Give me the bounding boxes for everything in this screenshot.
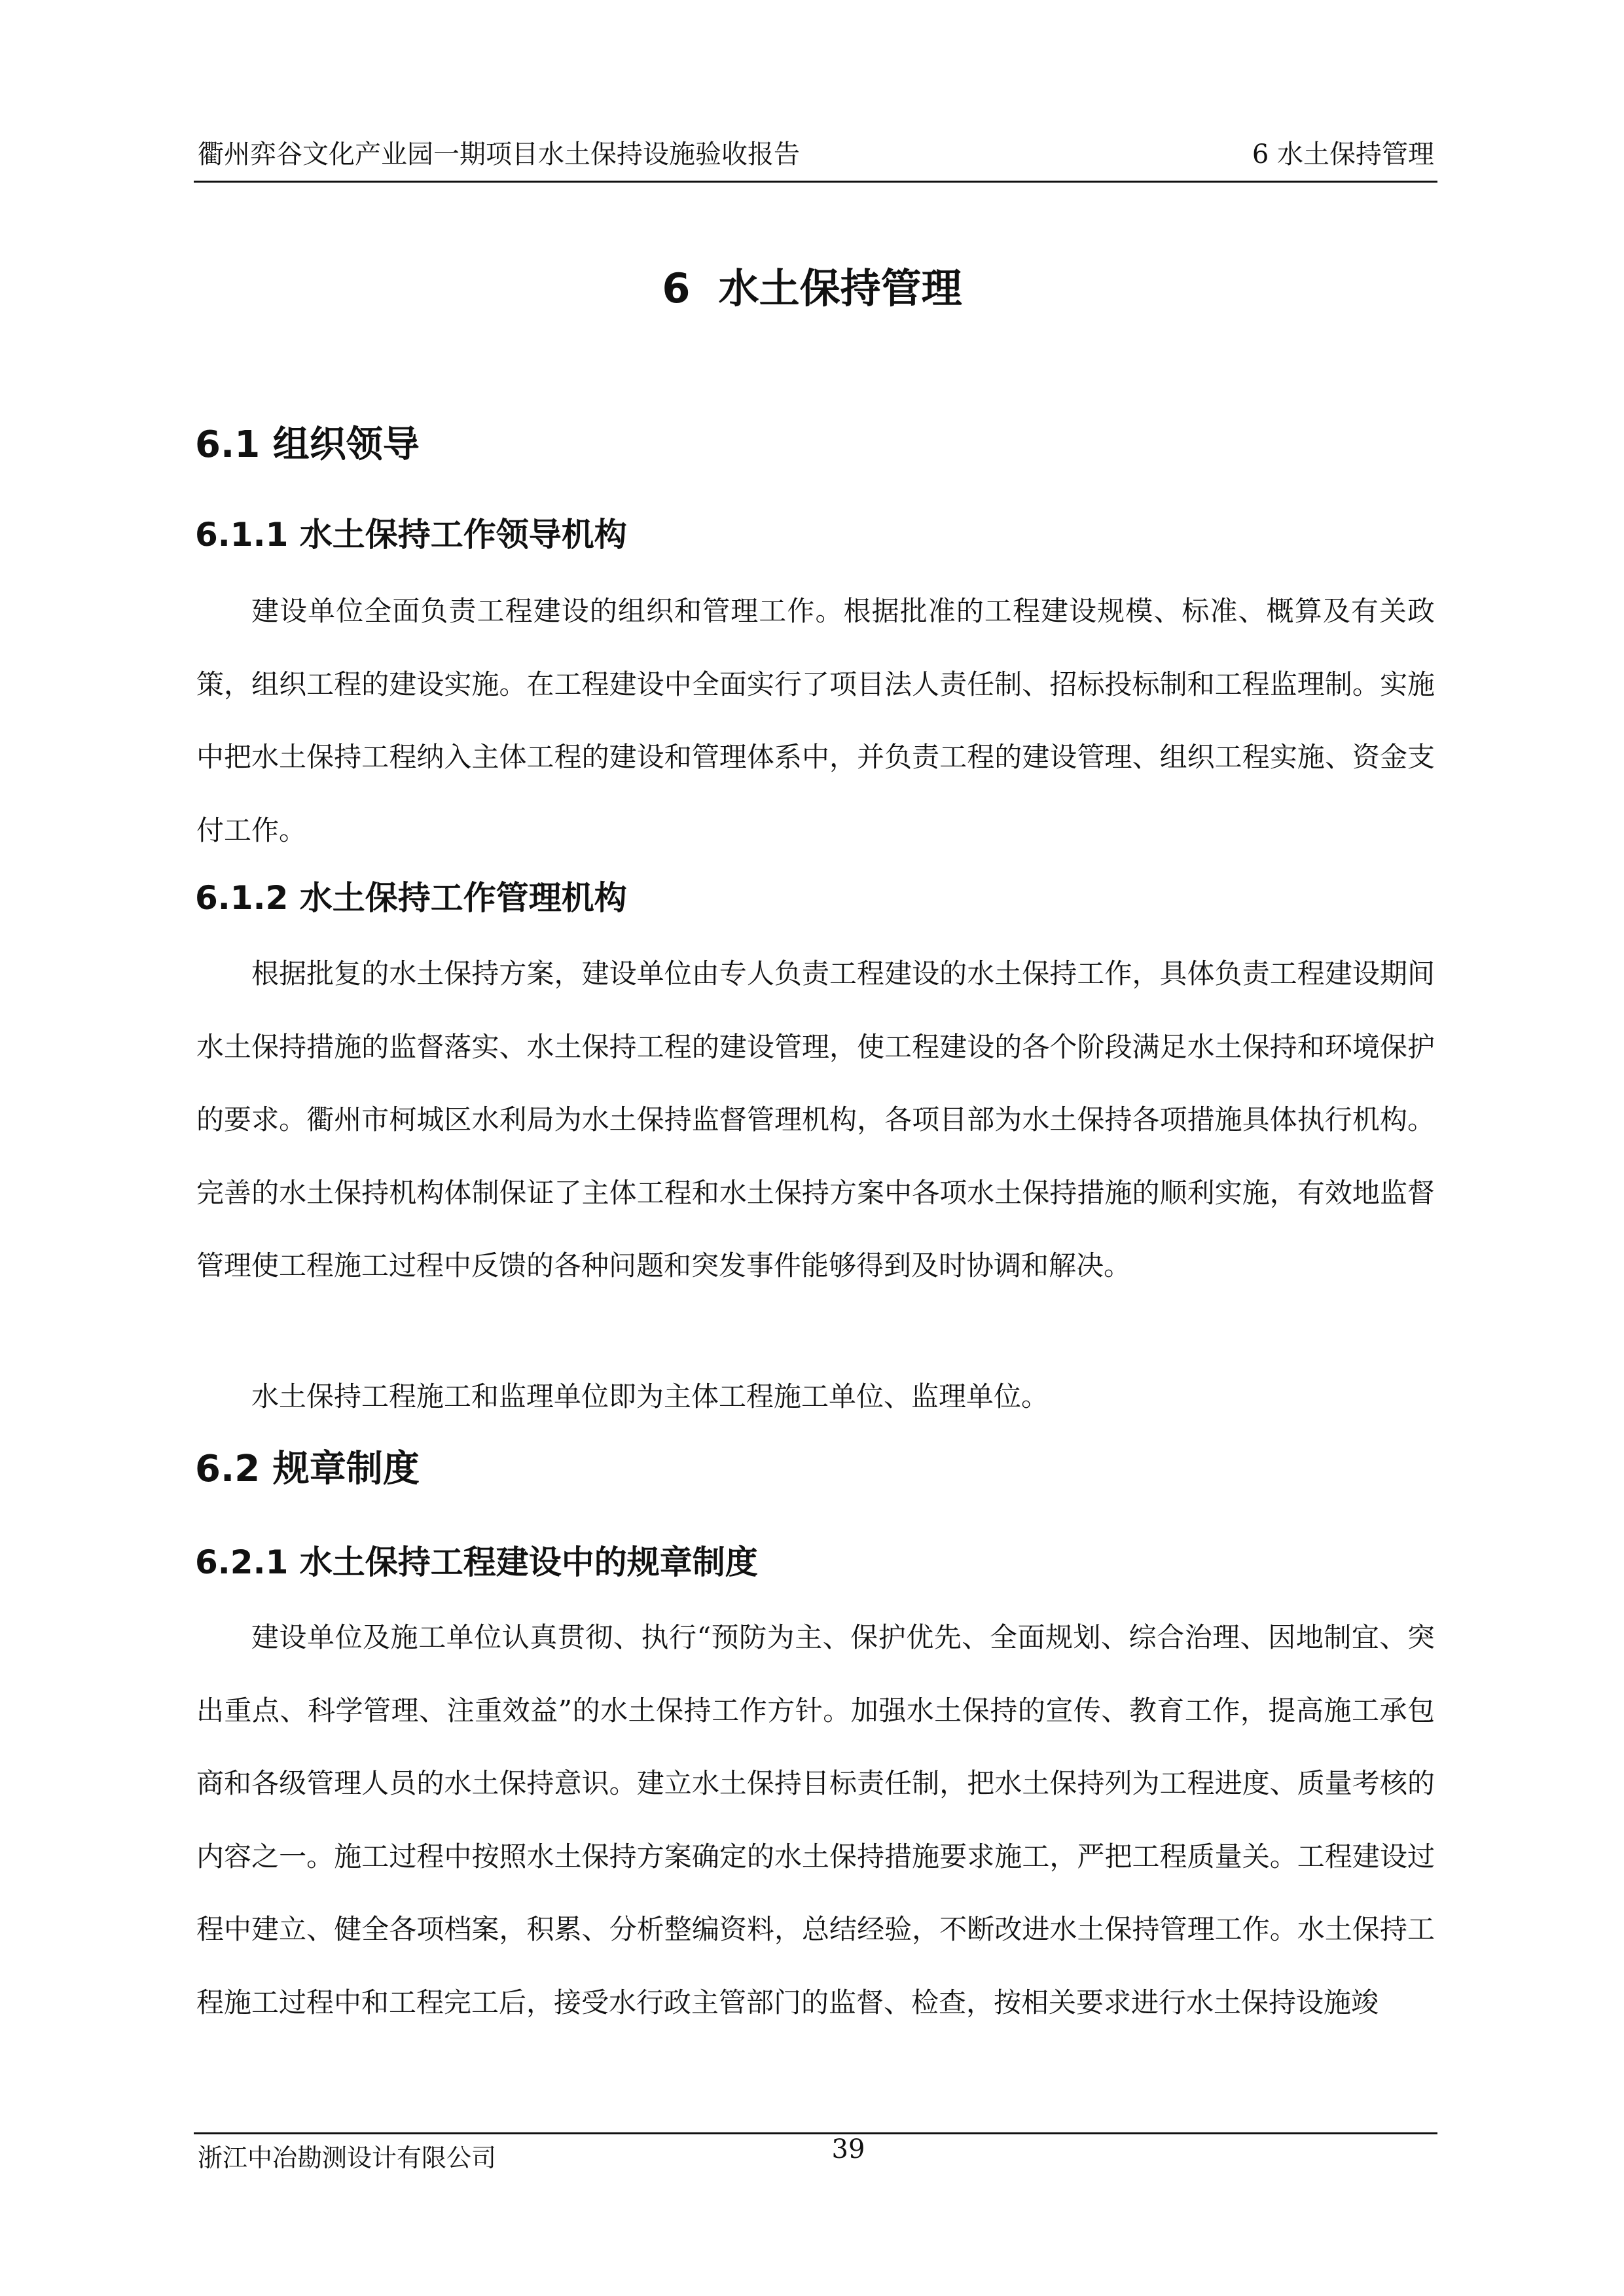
chapter-title: 6 水土保持管理 [662,264,962,312]
paragraph-6-2-1-1: 建设单位及施工单位认真贯彻、执行“预防为主、保护优先、全面规划、综合治理、因地制宜、突出重点、科学管理、注重效益”的水土保持工作方针。加强水土保持的宣传、教育工作，提高施工承包商和各级管理人员的水土保持意识。建立水土保持目标责任制，把水土保持列为工程进度、质量考核的内容之一。施工过程中按照水土保持方案确定的水土保持措施要求施工，严把工程质量关。工程建设过程中建立、健全各项档案，积累、分析整编资料，总结经验，不断改进水土保持管理工作。水土保持工程施工过程中和工程完工后，接受水行政主管部门的监督、检查，按相关要求进行水土保持设施竣 [196,1621,1435,2018]
section-heading-6-1: 6.1 组织领导 [195,423,420,466]
section-heading-6-1-2: 6.1.2 水土保持工作管理机构 [195,879,627,917]
header-rule [194,181,1437,183]
section-heading-6-2-1: 6.2.1 水土保持工程建设中的规章制度 [195,1543,758,1581]
section-heading-6-1-1: 6.1.1 水土保持工作领导机构 [195,516,627,554]
running-header-chapter: 6 水土保持管理 [1252,139,1434,170]
paragraph-6-1-2-2: 水土保持工程施工和监理单位即为主体工程施工单位、监理单位。 [251,1380,1049,1412]
page-number: 39 [831,2134,865,2164]
footer-company: 浙江中冶勘测设计有限公司 [198,2144,497,2172]
running-header-title: 衢州弈谷文化产业园一期项目水土保持设施验收报告 [198,139,800,170]
section-heading-6-2: 6.2 规章制度 [195,1448,420,1490]
paragraph-6-1-1-1: 建设单位全面负责工程建设的组织和管理工作。根据批准的工程建设规模、标准、概算及有关政策，组织工程的建设实施。在工程建设中全面实行了项目法人责任制、招标投标制和工程监理制。实施中把水土保持工程纳入主体工程的建设和管理体系中，并负责工程的建设管理、组织工程实施、资金支付工作。 [196,595,1435,846]
paragraph-6-1-2-1: 根据批复的水土保持方案，建设单位由专人负责工程建设的水土保持工作，具体负责工程建设期间水土保持措施的监督落实、水土保持工程的建设管理，使工程建设的各个阶段满足水土保持和环境保护的要求。衢州市柯城区水利局为水土保持监督管理机构，各项目部为水土保持各项措施具体执行机构。完善的水土保持机构体制保证了主体工程和水土保持方案中各项水土保持措施的顺利实施，有效地监督管理使工程施工过程中反馈的各种问题和突发事件能够得到及时协调和解决。 [196,958,1435,1282]
